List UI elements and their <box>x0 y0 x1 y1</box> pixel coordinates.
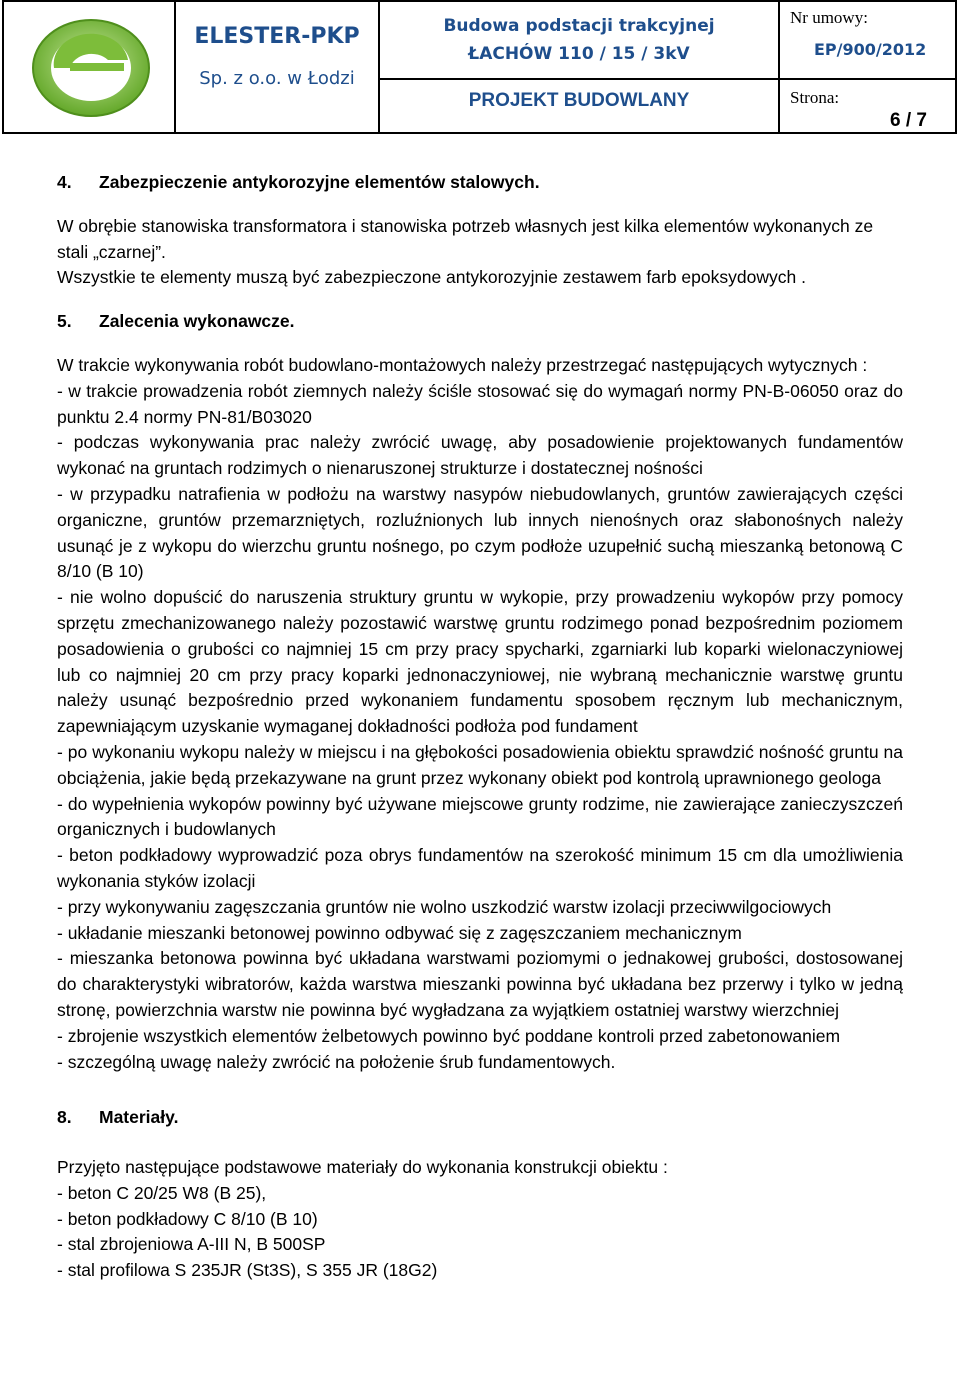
company-logo-icon <box>26 16 156 120</box>
company-name: ELESTER-PKP <box>194 24 360 49</box>
logo-cell <box>4 2 176 132</box>
section-title: Zalecenia wykonawcze. <box>99 311 295 332</box>
project-label: PROJEKT BUDOWLANY <box>468 90 690 111</box>
divider <box>380 78 778 80</box>
list-item: - po wykonaniu wykopu należy w miejscu i na głębokości posadowienia obiektu sprawdzić nośność gruntu na obciążenia, jakie będą przekazywane na grunt przez wykonany obiekt pod kontrolą uprawnionego geologa <box>57 741 903 788</box>
section-number: 5. <box>57 311 72 332</box>
page-number: 6 / 7 <box>890 110 927 131</box>
list-item: - mieszanka betonowa powinna być układana warstwami poziomymi o jednakowej grubości, dostosowanej do charakterystyki wibratorów, każda warstwa mieszanki powinna być układana bez przerwy i tylko w jedną stronę, powierzchnia warstw nie powinna być wygładzana za wyjątkiem ostatniej warstwy wierzchniej <box>57 948 903 1020</box>
list-item: - stal zbrojeniowa A-III N, B 500SP <box>57 1234 326 1255</box>
section-title: Zabezpieczenie antykorozyjne elementów stalowych. <box>99 172 540 192</box>
document-header <box>2 0 957 134</box>
company-subtitle: Sp. z o.o. w Łodzi <box>199 68 355 89</box>
divider <box>780 78 955 80</box>
paragraph: W trakcie wykonywania robót budowlano-montażowych należy przestrzegać następujących wytycznych : <box>57 354 868 375</box>
paragraph: Wszystkie te elementy muszą być zabezpieczone antykorozyjnie zestawem farb epoksydowych . <box>57 267 806 288</box>
contract-number: EP/900/2012 <box>814 40 927 59</box>
section-4-heading <box>57 170 903 196</box>
section-5-heading <box>57 309 903 335</box>
company-cell <box>176 2 380 132</box>
page-label: Strona: <box>790 88 840 107</box>
list-item: - beton podkładowy wyprowadzić poza obrys fundamentów na szerokość minimum 15 cm dla umożliwienia wykonania styków izolacji <box>57 845 903 891</box>
list-item: - beton podkładowy C 8/10 (B 10) <box>57 1208 318 1229</box>
project-title-line1: Budowa podstacji trakcyjnej <box>443 16 715 36</box>
list-item: - beton C 20/25 W8 (B 25), <box>57 1182 267 1203</box>
project-title-line2: ŁACHÓW 110 / 15 / 3kV <box>468 44 690 64</box>
list-item: - stal profilowa S 235JR (St3S), S 355 JR (18G2) <box>57 1260 438 1281</box>
list-item: - szczególną uwagę należy zwrócić na położenie śrub fundamentowych. <box>57 1051 616 1072</box>
section-number: 4. <box>57 172 72 192</box>
section-title: Materiały. <box>99 1107 179 1128</box>
list-item: - przy wykonywaniu zagęszczania gruntów nie wolno uszkodzić warstw izolacji przeciwwilgociowych <box>57 896 832 917</box>
paragraph: Przyjęto następujące podstawowe materiały do wykonania konstrukcji obiektu : <box>57 1157 668 1178</box>
list-item: - w przypadku natrafienia w podłożu na warstwy nasypów niebudowlanych, gruntów zawierających części organiczne, gruntów przemarzniętych, rozluźnionych lub innych nienośnych oraz słabonośnych należy usunąć je z wykopu do wierzchu gruntu nośnego, po czym podłoże uzupełnić suchą mieszanką betonową C 8/10 (B 10) <box>57 483 903 582</box>
contract-label: Nr umowy: <box>790 8 868 27</box>
section-8-heading <box>57 1105 903 1131</box>
list-item: - układanie mieszanki betonowej powinno odbywać się z zagęszczaniem mechanicznym <box>57 922 742 943</box>
project-cell <box>380 2 780 132</box>
list-item: - nie wolno dopuścić do naruszenia struktury gruntu w wykopie, przy prowadzeniu wykopów przy pomocy sprzętu zmechanizowanego należy pozostawić warstwę gruntu rodzimego ponad bezpośrednim poziomem posadowienia o grubości co najmniej 15 cm przy pracy spycharki, zgarniarki lub koparki wielonaczyniowej lub co najmniej 20 cm przy pracy koparki jednonaczyniowej, nie wybraną mechanicznie warstwę gruntu należy usunąć bezpośrednio przed wykonaniem fundamentu sposobem ręcznym lub mechanicznym, zapewniającym uzyskanie wymaganej dokładności podłoża pod fundament <box>57 587 903 737</box>
paragraph: W obrębie stanowiska transformatora i stanowiska potrzeb własnych jest kilka elementów wykonanych ze stali „czarnej”. <box>57 215 874 262</box>
list-item: - do wypełnienia wykopów powinny być używane miejscowe grunty rodzime, nie zawierające zanieczyszczeń organicznych i budowlanych <box>57 793 903 840</box>
list-item: - zbrojenie wszystkich elementów żelbetowych powinno być poddane kontroli przed zabetonowaniem <box>57 1025 841 1046</box>
document-body <box>57 170 903 1284</box>
list-item: - podczas wykonywania prac należy zwrócić uwagę, aby posadowienie projektowanych fundamentów wykonać na gruntach rodzimych o nienaruszonej strukturze i dostatecznej nośności <box>57 432 903 479</box>
section-number: 8. <box>57 1107 72 1128</box>
list-item: - w trakcie prowadzenia robót ziemnych należy ściśle stosować się do wymagań normy PN-B-06050 oraz do punktu 2.4 normy PN-81/B03020 <box>57 380 903 427</box>
meta-cell <box>780 2 955 132</box>
